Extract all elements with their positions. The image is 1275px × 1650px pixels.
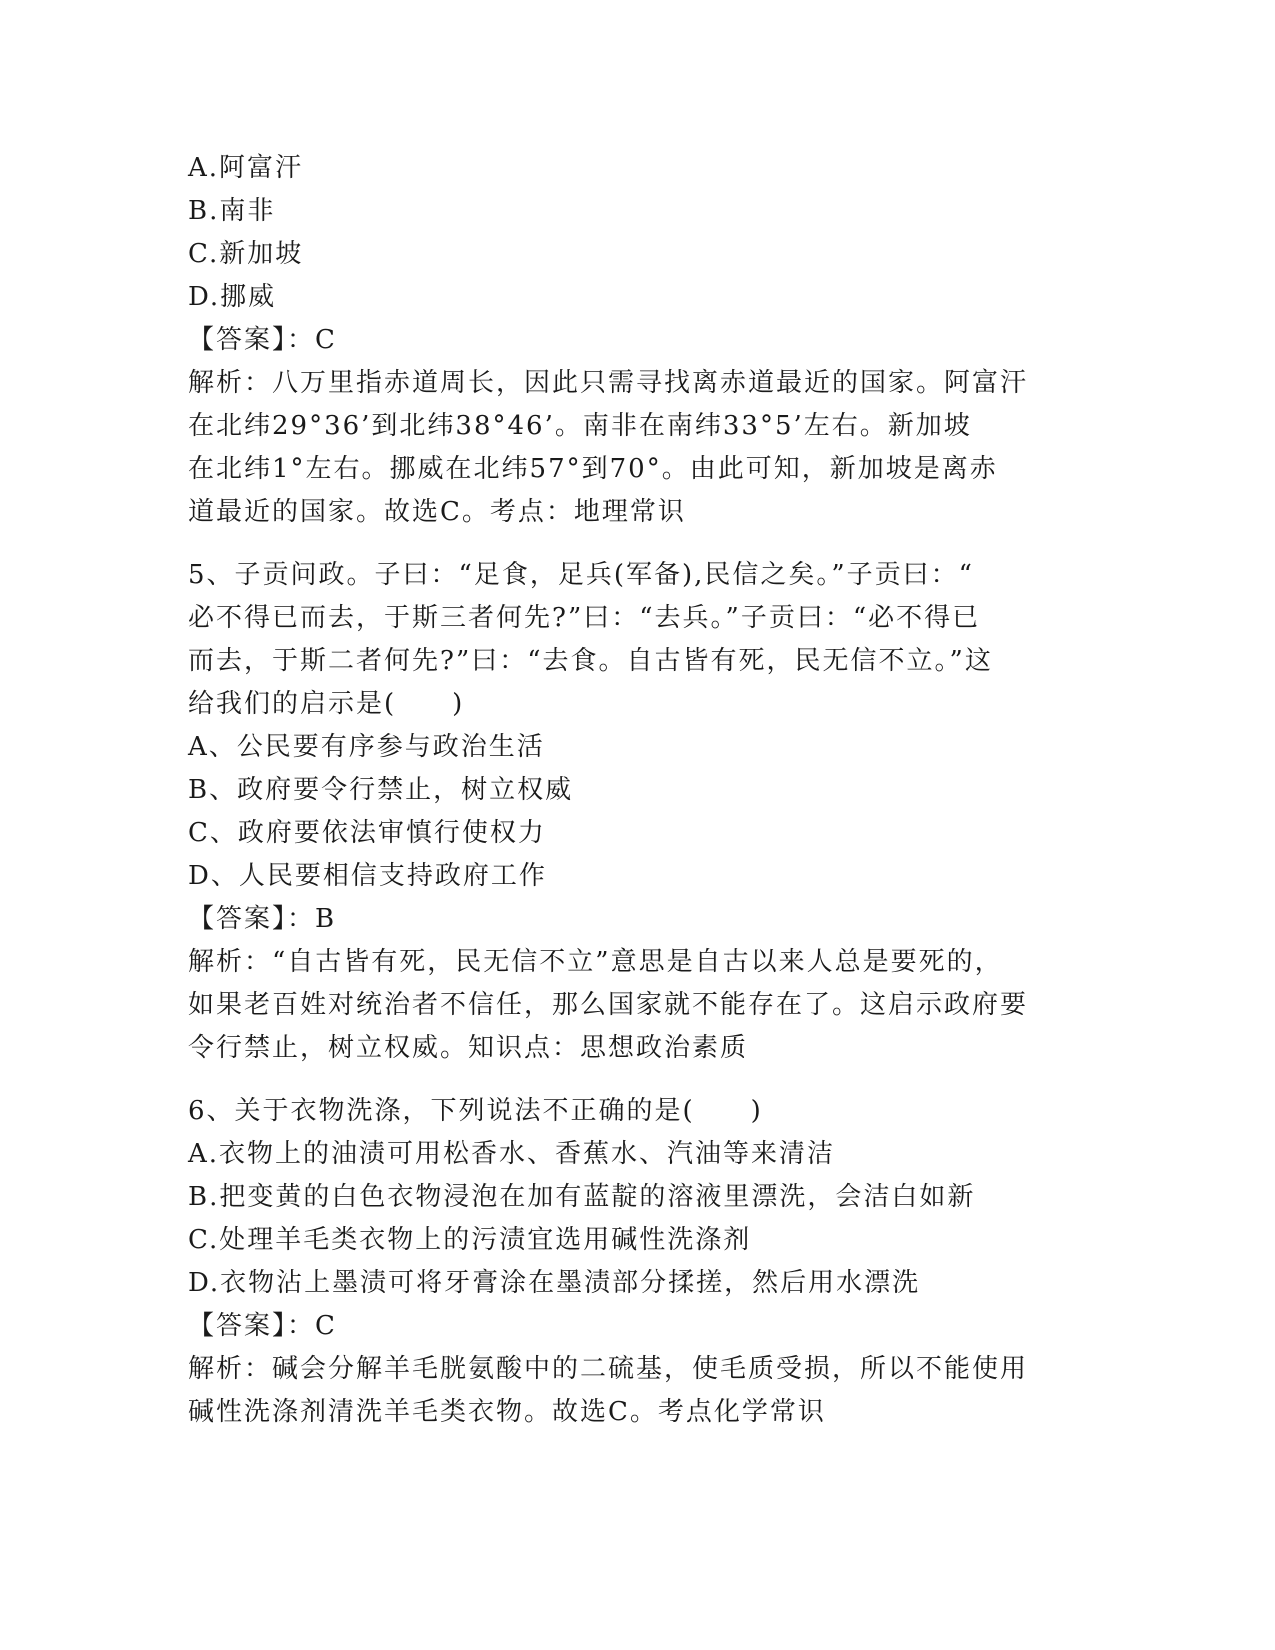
q6-answer: 【答案】：C: [188, 1311, 337, 1341]
section-gap: [188, 1070, 1068, 1090]
q5-question-line-1: 5、子贡问政。子曰：“足食，足兵(军备),民信之矣。”子贡曰：“: [188, 560, 974, 590]
q4-option-d: D.挪威: [188, 282, 277, 312]
q4-analysis-line-2: 在北纬29°36’到北纬38°46’。南非在南纬33°5’左右。新加坡: [188, 411, 972, 441]
question-6-block: [188, 1090, 1068, 1434]
q6-analysis-line-2: 碱性洗涤剂清洗羊毛类衣物。故选C。考点化学常识: [188, 1397, 826, 1427]
q4-answer: 【答案】：C: [188, 325, 337, 355]
q5-analysis-line-3: 令行禁止，树立权威。知识点：思想政治素质: [188, 1033, 749, 1063]
q6-option-d: D.衣物沾上墨渍可将牙膏涂在墨渍部分揉搓，然后用水漂洗: [188, 1268, 921, 1298]
q6-question-line-1: 6、关于衣物洗涤，下列说法不正确的是( ): [188, 1096, 763, 1126]
q4-analysis-line-3: 在北纬1°左右。挪威在北纬57°到70°。由此可知，新加坡是离赤: [188, 454, 998, 484]
q5-option-b: B、政府要令行禁止，树立权威: [188, 775, 574, 805]
q5-analysis-line-2: 如果老百姓对统治者不信任，那么国家就不能存在了。这启示政府要: [188, 990, 1029, 1020]
q5-option-c: C、政府要依法审慎行使权力: [188, 818, 546, 848]
q4-analysis-line-4: 道最近的国家。故选C。考点：地理常识: [188, 497, 686, 527]
q4-analysis-line-1: 解析：八万里指赤道周长，因此只需寻找离赤道最近的国家。阿富汗: [188, 368, 1029, 398]
q5-option-d: D、人民要相信支持政府工作: [188, 861, 547, 891]
q5-question-line-2: 必不得已而去，于斯三者何先?”曰：“去兵。”子贡曰：“必不得已: [188, 603, 981, 633]
q5-answer: 【答案】：B: [188, 904, 337, 934]
q5-question-line-3: 而去，于斯二者何先?”曰：“去食。自古皆有死，民无信不立。”这: [188, 646, 993, 676]
q6-option-a: A.衣物上的油渍可用松香水、香蕉水、汽油等来清洁: [188, 1139, 836, 1169]
q6-option-b: B.把变黄的白色衣物浸泡在加有蓝靛的溶液里漂洗，会洁白如新: [188, 1182, 976, 1212]
q4-option-a: A.阿富汗: [188, 153, 304, 183]
q5-analysis-line-1: 解析：“自古皆有死，民无信不立”意思是自古以来人总是要死的，: [188, 947, 1003, 977]
q6-option-c: C.处理羊毛类衣物上的污渍宜选用碱性洗涤剂: [188, 1225, 752, 1255]
q6-analysis-line-1: 解析：碱会分解羊毛胱氨酸中的二硫基，使毛质受损，所以不能使用: [188, 1354, 1029, 1384]
q5-question-line-4: 给我们的启示是( ): [188, 689, 465, 719]
question-5-block: [188, 554, 1068, 1070]
question-4-block: [188, 147, 1068, 534]
section-gap: [188, 534, 1068, 554]
q4-option-c: C.新加坡: [188, 239, 304, 269]
q5-option-a: A、公民要有序参与政治生活: [188, 732, 545, 762]
q4-option-b: B.南非: [188, 196, 276, 226]
document-content: [188, 147, 1068, 1434]
